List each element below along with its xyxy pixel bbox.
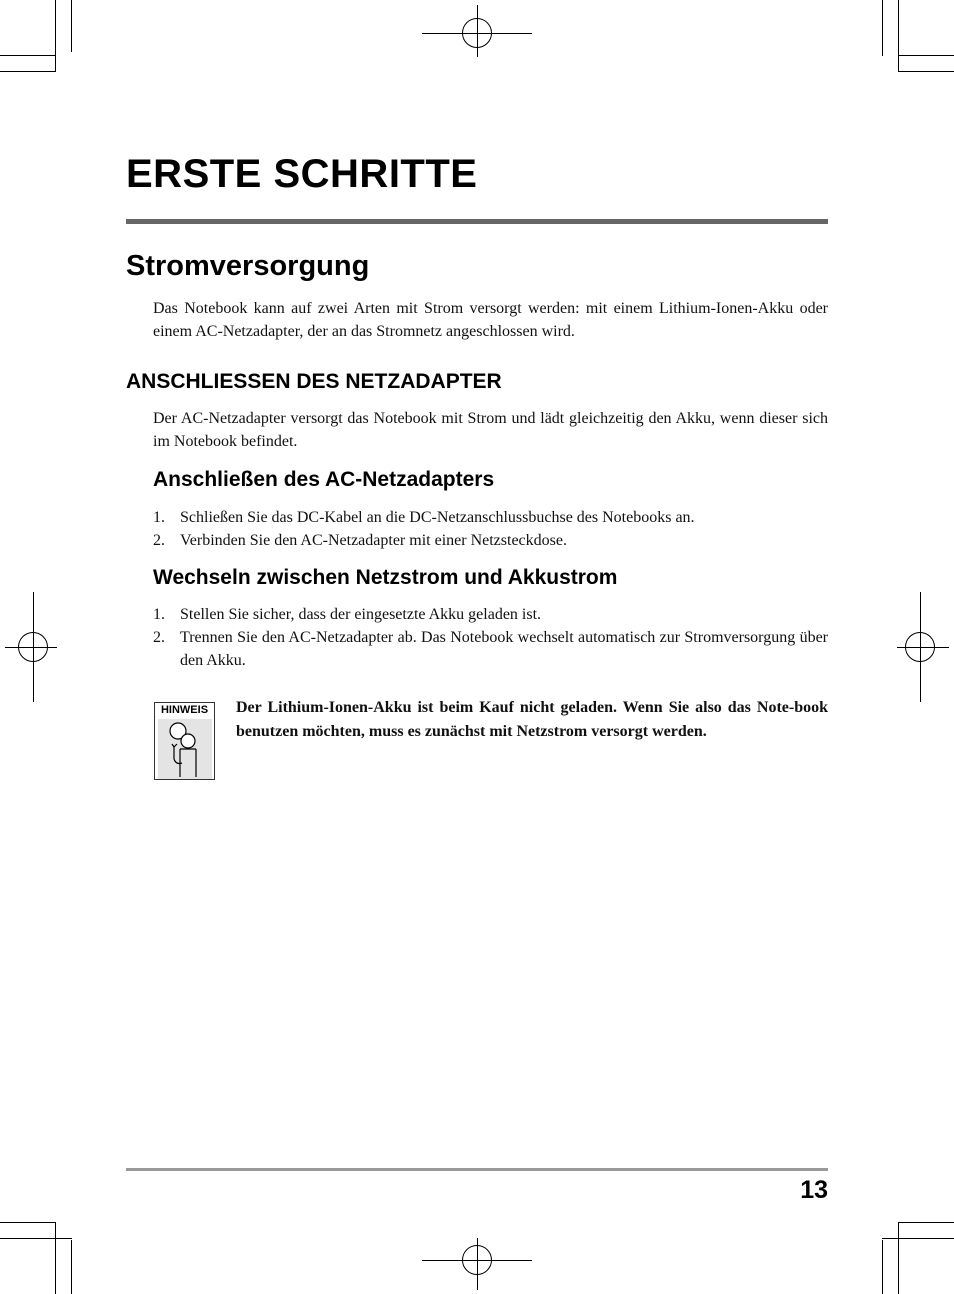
step-text: Stellen Sie sicher, dass der eingesetzte Akku geladen ist.	[180, 606, 542, 623]
step-text: Trennen Sie den AC-Netzadapter ab. Das Notebook wechselt automatisch zur Stromversorgung über den Akku.	[180, 629, 828, 669]
note-icon-box	[154, 702, 215, 780]
chapter-title: ERSTE SCHRITTE	[126, 152, 478, 196]
list-item	[153, 529, 828, 552]
section-title: Stromversorgung	[126, 250, 370, 282]
section-intro: Das Notebook kann auf zwei Arten mit Strom versorgt werden: mit einem Lithium-Ionen-Akku oder einem AC-Netzadapter, der an das Stromnetz angeschlossen wird.	[153, 300, 828, 340]
person-pointing-icon	[158, 719, 212, 779]
switch-steps	[153, 603, 828, 672]
step-number: 2.	[153, 629, 165, 646]
footer-rule	[126, 1168, 828, 1171]
switch-title: Wechseln zwischen Netzstrom und Akkustrom	[153, 566, 618, 589]
connect-title: Anschließen des AC-Netzadapters	[153, 468, 495, 491]
step-number: 2.	[153, 532, 165, 549]
step-number: 1.	[153, 509, 165, 526]
list-item	[153, 603, 828, 626]
step-text: Schließen Sie das DC-Kabel an die DC-Netzanschlussbuchse des Notebooks an.	[180, 509, 695, 526]
subsection-title: ANSCHLIESSEN DES NETZADAPTER	[126, 370, 502, 393]
page-number: 13	[800, 1176, 828, 1204]
step-number: 1.	[153, 606, 165, 623]
subsection-text: Der AC-Netzadapter versorgt das Notebook mit Strom und lädt gleichzeitig den Akku, wenn dieser sich im Notebook befindet.	[153, 410, 828, 450]
list-item	[153, 506, 828, 529]
note-label: HINWEIS	[160, 704, 209, 716]
connect-steps	[153, 506, 828, 552]
note-text: Der Lithium-Ionen-Akku ist beim Kauf nicht geladen. Wenn Sie also das Note-book benutzen möchten, muss es zunächst mit Netzstrom versorgt werden.	[236, 699, 828, 740]
step-text: Verbinden Sie den AC-Netzadapter mit einer Netzsteckdose.	[180, 532, 567, 549]
title-rule	[126, 219, 828, 224]
list-item	[153, 626, 828, 672]
